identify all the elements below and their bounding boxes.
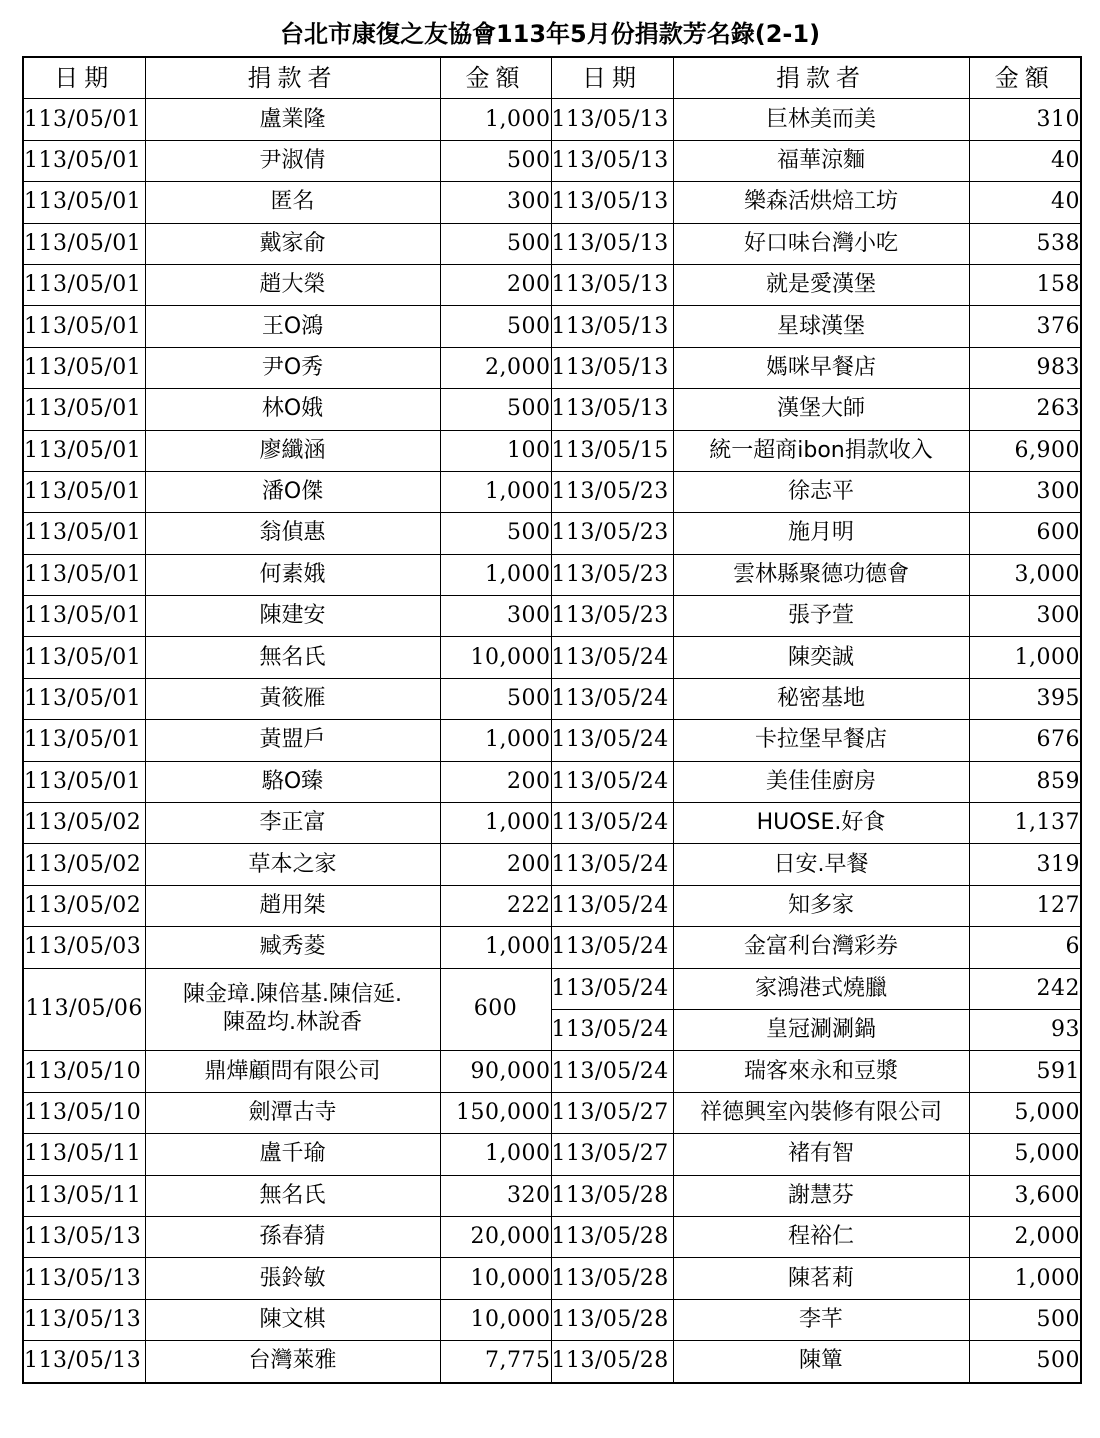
right-amount-cell: 395	[969, 678, 1081, 719]
right-amount-cell: 263	[969, 389, 1081, 430]
header-donor-right: 捐款者	[673, 57, 969, 99]
left-amount-cell: 300	[440, 596, 551, 637]
left-amount-cell: 500	[440, 223, 551, 264]
left-amount-cell: 200	[440, 761, 551, 802]
left-amount-cell: 20,000	[440, 1216, 551, 1257]
right-date-cell: 113/05/28	[551, 1341, 673, 1383]
right-amount-cell: 40	[969, 140, 1081, 181]
left-date-cell: 113/05/01	[23, 554, 145, 595]
left-date-cell: 113/05/01	[23, 389, 145, 430]
left-amount-cell: 100	[440, 430, 551, 471]
right-donor-cell: HUOSE.好食	[673, 803, 969, 844]
left-donor-cell: 台灣萊雅	[145, 1341, 440, 1383]
left-date-cell: 113/05/13	[23, 1258, 145, 1299]
right-donor-cell: 就是愛漢堡	[673, 264, 969, 305]
table-row	[23, 761, 1081, 802]
right-date-cell: 113/05/24	[551, 968, 673, 1009]
right-date-cell: 113/05/23	[551, 554, 673, 595]
table-row	[23, 968, 1081, 1009]
left-amount-cell: 500	[440, 513, 551, 554]
right-amount-cell: 5,000	[969, 1134, 1081, 1175]
right-date-cell: 113/05/24	[551, 720, 673, 761]
left-date-cell: 113/05/01	[23, 678, 145, 719]
right-amount-cell: 500	[969, 1341, 1081, 1383]
right-amount-cell: 319	[969, 844, 1081, 885]
left-date-cell: 113/05/02	[23, 844, 145, 885]
left-date-cell: 113/05/01	[23, 264, 145, 305]
left-donor-cell: 無名氏	[145, 637, 440, 678]
table-row	[23, 720, 1081, 761]
right-donor-cell: 知多家	[673, 885, 969, 926]
right-donor-cell: 張予萱	[673, 596, 969, 637]
table-row	[23, 1216, 1081, 1257]
table-row	[23, 264, 1081, 305]
right-date-cell: 113/05/13	[551, 223, 673, 264]
right-donor-cell: 徐志平	[673, 471, 969, 512]
header-donor-left: 捐款者	[145, 57, 440, 99]
left-date-cell: 113/05/13	[23, 1341, 145, 1383]
left-date-cell: 113/05/01	[23, 223, 145, 264]
right-date-cell: 113/05/24	[551, 885, 673, 926]
right-amount-cell: 2,000	[969, 1216, 1081, 1257]
right-donor-cell: 瑞客來永和豆漿	[673, 1051, 969, 1092]
left-date-cell: 113/05/01	[23, 347, 145, 388]
right-amount-cell: 600	[969, 513, 1081, 554]
left-amount-cell: 10,000	[440, 637, 551, 678]
left-date-cell: 113/05/13	[23, 1216, 145, 1257]
left-date-cell: 113/05/06	[23, 968, 145, 1051]
right-donor-cell: 金富利台灣彩券	[673, 927, 969, 968]
left-donor-cell: 無名氏	[145, 1175, 440, 1216]
right-donor-cell: 美佳佳廚房	[673, 761, 969, 802]
right-date-cell: 113/05/13	[551, 264, 673, 305]
left-date-cell: 113/05/02	[23, 803, 145, 844]
right-donor-cell: 陳奕誠	[673, 637, 969, 678]
left-amount-cell: 1,000	[440, 1134, 551, 1175]
left-amount-cell: 1,000	[440, 99, 551, 140]
left-date-cell: 113/05/01	[23, 513, 145, 554]
left-date-cell: 113/05/01	[23, 596, 145, 637]
left-date-cell: 113/05/03	[23, 927, 145, 968]
left-donor-cell: 王O鴻	[145, 306, 440, 347]
right-donor-cell: 陳茗莉	[673, 1258, 969, 1299]
right-donor-cell: 祥德興室內裝修有限公司	[673, 1092, 969, 1133]
left-donor-cell: 孫春猜	[145, 1216, 440, 1257]
left-amount-cell: 1,000	[440, 554, 551, 595]
left-donor-cell: 林O娥	[145, 389, 440, 430]
left-amount-cell: 222	[440, 885, 551, 926]
left-amount-cell: 500	[440, 140, 551, 181]
right-amount-cell: 5,000	[969, 1092, 1081, 1133]
table-row	[23, 1258, 1081, 1299]
right-amount-cell: 158	[969, 264, 1081, 305]
right-amount-cell: 676	[969, 720, 1081, 761]
right-amount-cell: 6,900	[969, 430, 1081, 471]
left-donor-cell: 尹O秀	[145, 347, 440, 388]
right-amount-cell: 40	[969, 182, 1081, 223]
left-donor-cell: 匿名	[145, 182, 440, 223]
left-amount-cell: 150,000	[440, 1092, 551, 1133]
right-amount-cell: 300	[969, 471, 1081, 512]
left-date-cell: 113/05/01	[23, 637, 145, 678]
left-amount-cell: 2,000	[440, 347, 551, 388]
left-amount-cell: 600	[440, 968, 551, 1051]
right-amount-cell: 6	[969, 927, 1081, 968]
left-amount-cell: 500	[440, 389, 551, 430]
table-row	[23, 1341, 1081, 1383]
left-donor-cell: 陳建安	[145, 596, 440, 637]
left-date-cell: 113/05/01	[23, 182, 145, 223]
left-amount-cell: 7,775	[440, 1341, 551, 1383]
left-donor-cell: 潘O傑	[145, 471, 440, 512]
table-row	[23, 430, 1081, 471]
table-row	[23, 554, 1081, 595]
left-date-cell: 113/05/11	[23, 1175, 145, 1216]
right-donor-cell: 好口味台灣小吃	[673, 223, 969, 264]
right-donor-cell: 福華涼麵	[673, 140, 969, 181]
right-donor-cell: 謝慧芬	[673, 1175, 969, 1216]
table-row	[23, 1175, 1081, 1216]
left-date-cell: 113/05/01	[23, 140, 145, 181]
left-amount-cell: 200	[440, 844, 551, 885]
right-amount-cell: 242	[969, 968, 1081, 1009]
left-date-cell: 113/05/01	[23, 306, 145, 347]
right-date-cell: 113/05/24	[551, 803, 673, 844]
left-date-cell: 113/05/01	[23, 471, 145, 512]
right-donor-cell: 皇冠涮涮鍋	[673, 1009, 969, 1050]
left-donor-cell: 戴家俞	[145, 223, 440, 264]
right-date-cell: 113/05/27	[551, 1134, 673, 1175]
right-amount-cell: 859	[969, 761, 1081, 802]
right-donor-cell: 日安.早餐	[673, 844, 969, 885]
left-donor-cell: 陳文棋	[145, 1299, 440, 1340]
right-amount-cell: 983	[969, 347, 1081, 388]
right-amount-cell: 376	[969, 306, 1081, 347]
left-donor-cell: 盧業隆	[145, 99, 440, 140]
right-donor-cell: 陳簞	[673, 1341, 969, 1383]
right-amount-cell: 1,137	[969, 803, 1081, 844]
left-date-cell: 113/05/13	[23, 1299, 145, 1340]
right-donor-cell: 統一超商ibon捐款收入	[673, 430, 969, 471]
left-date-cell: 113/05/01	[23, 720, 145, 761]
left-donor-cell: 廖纖涵	[145, 430, 440, 471]
right-donor-cell: 漢堡大師	[673, 389, 969, 430]
left-donor-cell: 黃筱雁	[145, 678, 440, 719]
table-row	[23, 1299, 1081, 1340]
left-donor-cell: 尹淑倩	[145, 140, 440, 181]
right-amount-cell: 93	[969, 1009, 1081, 1050]
right-amount-cell: 3,000	[969, 554, 1081, 595]
left-amount-cell: 90,000	[440, 1051, 551, 1092]
page-title: 台北市康復之友協會113年5月份捐款芳名錄(2-1)	[279, 20, 821, 48]
right-donor-cell: 媽咪早餐店	[673, 347, 969, 388]
left-date-cell: 113/05/02	[23, 885, 145, 926]
table-row	[23, 844, 1081, 885]
table-row	[23, 513, 1081, 554]
right-amount-cell: 127	[969, 885, 1081, 926]
left-date-cell: 113/05/10	[23, 1092, 145, 1133]
right-date-cell: 113/05/13	[551, 306, 673, 347]
table-row	[23, 678, 1081, 719]
left-donor-cell: 趙大榮	[145, 264, 440, 305]
left-donor-cell: 趙用桀	[145, 885, 440, 926]
table-row	[23, 1134, 1081, 1175]
right-date-cell: 113/05/24	[551, 844, 673, 885]
right-donor-cell: 樂森活烘焙工坊	[673, 182, 969, 223]
left-amount-cell: 10,000	[440, 1258, 551, 1299]
table-row	[23, 927, 1081, 968]
left-amount-cell: 500	[440, 678, 551, 719]
right-donor-cell: 星球漢堡	[673, 306, 969, 347]
right-date-cell: 113/05/13	[551, 140, 673, 181]
right-date-cell: 113/05/28	[551, 1175, 673, 1216]
right-date-cell: 113/05/23	[551, 471, 673, 512]
header-date-right: 日期	[551, 57, 673, 99]
right-amount-cell: 500	[969, 1299, 1081, 1340]
left-date-cell: 113/05/01	[23, 99, 145, 140]
header-amount-right: 金額	[969, 57, 1081, 99]
right-donor-cell: 褚有智	[673, 1134, 969, 1175]
table-row	[23, 347, 1081, 388]
right-date-cell: 113/05/28	[551, 1216, 673, 1257]
right-amount-cell: 591	[969, 1051, 1081, 1092]
right-donor-cell: 李芊	[673, 1299, 969, 1340]
table-row	[23, 1051, 1081, 1092]
right-donor-cell: 雲林縣聚德功德會	[673, 554, 969, 595]
table-row	[23, 389, 1081, 430]
header-date-left: 日期	[23, 57, 145, 99]
right-donor-cell: 家鴻港式燒臘	[673, 968, 969, 1009]
left-donor-cell: 臧秀菱	[145, 927, 440, 968]
right-date-cell: 113/05/13	[551, 182, 673, 223]
right-amount-cell: 300	[969, 596, 1081, 637]
left-amount-cell: 200	[440, 264, 551, 305]
left-donor-cell: 黃盟戶	[145, 720, 440, 761]
table-row	[23, 803, 1081, 844]
table-row	[23, 1092, 1081, 1133]
left-amount-cell: 320	[440, 1175, 551, 1216]
header-row	[23, 57, 1081, 99]
left-donor-cell: 草本之家	[145, 844, 440, 885]
left-date-cell: 113/05/10	[23, 1051, 145, 1092]
table-row	[23, 182, 1081, 223]
left-donor-cell: 張鈴敏	[145, 1258, 440, 1299]
left-donor-cell: 何素娥	[145, 554, 440, 595]
right-date-cell: 113/05/13	[551, 347, 673, 388]
right-date-cell: 113/05/24	[551, 678, 673, 719]
left-donor-cell: 鼎燁顧問有限公司	[145, 1051, 440, 1092]
table-row	[23, 223, 1081, 264]
right-date-cell: 113/05/24	[551, 761, 673, 802]
left-amount-cell: 1,000	[440, 471, 551, 512]
right-date-cell: 113/05/24	[551, 1051, 673, 1092]
right-donor-cell: 施月明	[673, 513, 969, 554]
right-date-cell: 113/05/23	[551, 513, 673, 554]
right-amount-cell: 310	[969, 99, 1081, 140]
right-date-cell: 113/05/13	[551, 99, 673, 140]
left-amount-cell: 10,000	[440, 1299, 551, 1340]
donor-line: 陳盈均.林說香	[223, 1010, 362, 1036]
left-amount-cell: 1,000	[440, 803, 551, 844]
right-date-cell: 113/05/24	[551, 637, 673, 678]
table-row	[23, 637, 1081, 678]
right-date-cell: 113/05/24	[551, 927, 673, 968]
left-amount-cell: 300	[440, 182, 551, 223]
donor-line: 陳金璋.陳倍基.陳信延.	[183, 981, 402, 1007]
left-donor-cell: 李正富	[145, 803, 440, 844]
table-row	[23, 140, 1081, 181]
left-amount-cell: 1,000	[440, 927, 551, 968]
left-donor-cell	[145, 968, 440, 1051]
header-amount-left: 金額	[440, 57, 551, 99]
right-date-cell: 113/05/13	[551, 389, 673, 430]
left-donor-cell: 盧千瑜	[145, 1134, 440, 1175]
left-donor-cell: 駱O臻	[145, 761, 440, 802]
left-date-cell: 113/05/01	[23, 761, 145, 802]
right-amount-cell: 538	[969, 223, 1081, 264]
right-date-cell: 113/05/23	[551, 596, 673, 637]
right-amount-cell: 3,600	[969, 1175, 1081, 1216]
left-amount-cell: 1,000	[440, 720, 551, 761]
left-donor-cell: 劍潭古寺	[145, 1092, 440, 1133]
table-row	[23, 99, 1081, 140]
right-date-cell: 113/05/28	[551, 1299, 673, 1340]
left-amount-cell: 500	[440, 306, 551, 347]
table-row	[23, 596, 1081, 637]
right-donor-cell: 秘密基地	[673, 678, 969, 719]
right-donor-cell: 巨林美而美	[673, 99, 969, 140]
left-date-cell: 113/05/01	[23, 430, 145, 471]
table-row	[23, 471, 1081, 512]
left-date-cell: 113/05/11	[23, 1134, 145, 1175]
right-date-cell: 113/05/27	[551, 1092, 673, 1133]
right-date-cell: 113/05/15	[551, 430, 673, 471]
right-amount-cell: 1,000	[969, 1258, 1081, 1299]
donation-table	[22, 56, 1082, 1384]
right-date-cell: 113/05/28	[551, 1258, 673, 1299]
right-date-cell: 113/05/24	[551, 1009, 673, 1050]
right-donor-cell: 程裕仁	[673, 1216, 969, 1257]
table-row	[23, 885, 1081, 926]
left-donor-cell: 翁偵惠	[145, 513, 440, 554]
right-donor-cell: 卡拉堡早餐店	[673, 720, 969, 761]
right-amount-cell: 1,000	[969, 637, 1081, 678]
table-row	[23, 306, 1081, 347]
